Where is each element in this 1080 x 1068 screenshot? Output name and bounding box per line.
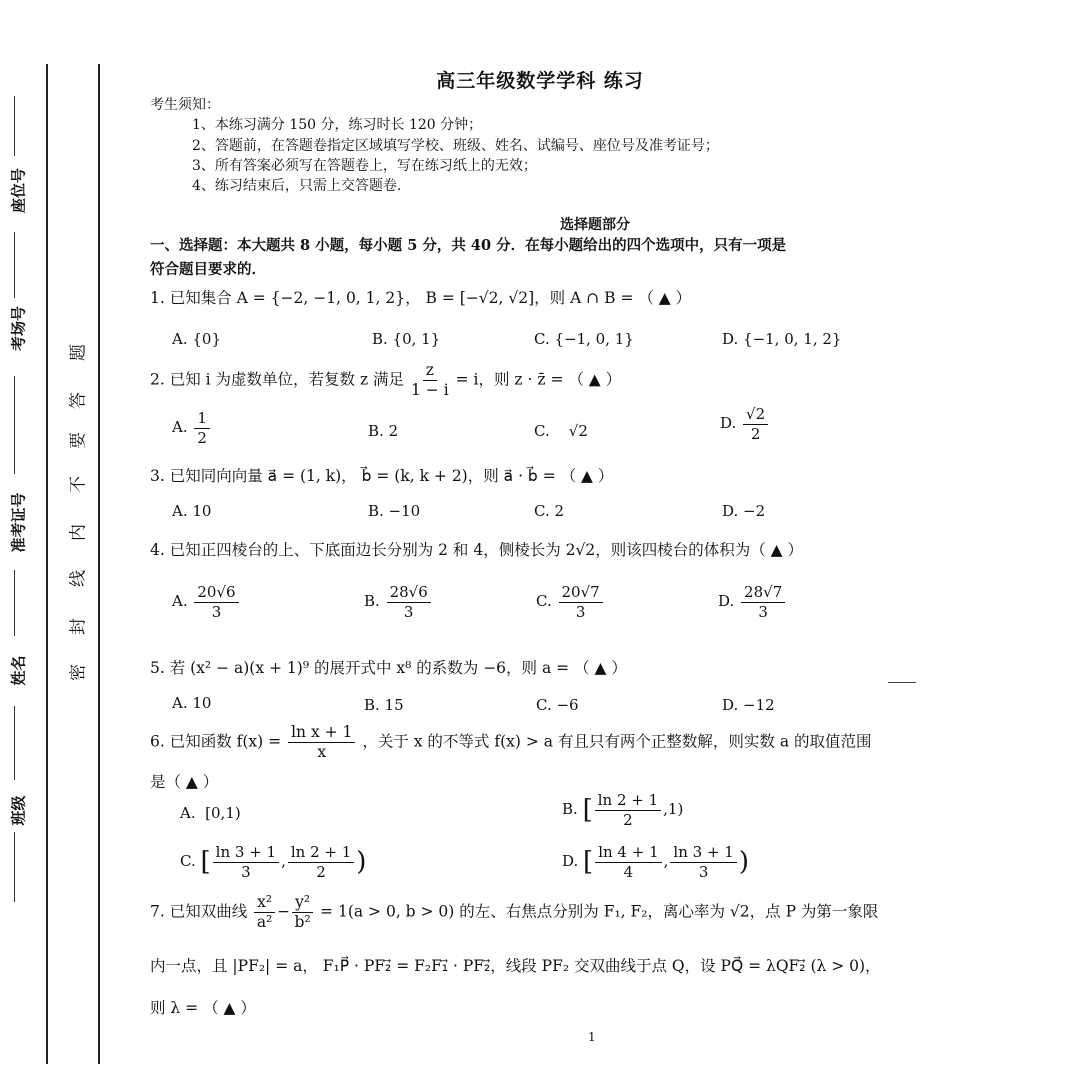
question-2-fraction: $\frac{z}{1 - i}$ — [411, 361, 449, 400]
question-3: 3. 已知同向向量 a⃗ = (1, k)， b⃗ = (k, k + 2)，则 a⃗ · b⃗ = （ ▲ ） — [150, 467, 614, 485]
question-7-line-3: 则 λ = （ ▲ ） — [150, 999, 256, 1017]
seat-number-blank — [14, 96, 15, 156]
question-6-option-a: A. [0,1) — [180, 804, 241, 822]
question-2-option-b: B. 2 — [368, 422, 399, 440]
ticket-number-label: 准考证号 — [9, 492, 28, 553]
exam-room-blank — [14, 232, 15, 298]
question-6-fraction: $\frac{\text{ln x + 1}}{x}$ — [288, 724, 355, 761]
question-2 — [150, 362, 621, 399]
question-3-option-d: D. −2 — [722, 502, 766, 520]
question-6-option-b: B. [ $\frac{\ln 2 + 1}{2}$ ,1) — [562, 791, 684, 829]
name-label: 姓名 — [9, 655, 28, 686]
notice-heading: 考生须知： — [150, 97, 220, 113]
section-intro: 一、选择题：本大题共 8 小题，每小题 5 分，共 40 分．在每小题给出的四个选项中，只有一项是 — [150, 237, 787, 254]
seal-char: 线 — [68, 570, 89, 587]
seal-char: 题 — [68, 344, 89, 361]
question-6-cont: 是（ ▲ ） — [150, 773, 219, 791]
question-2-option-c: C. √2 — [534, 422, 588, 440]
question-5-option-a: A. 10 — [172, 694, 212, 712]
seat-number-label: 座位号 — [9, 168, 28, 214]
notice-item: 4、练习结束后，只需上交答题卷. — [192, 178, 402, 194]
question-4-option-b: B. $\frac{28√6}{3}$ — [364, 584, 433, 620]
exam-room-label: 考场号 — [9, 306, 28, 352]
question-5-option-d: D. −12 — [722, 696, 775, 714]
seal-char: 答 — [68, 392, 89, 409]
class-label: 班级 — [9, 795, 28, 826]
notice-item: 3、所有答案必须写在答题卷上，写在练习纸上的无效； — [192, 158, 537, 174]
question-2-option-a: A. $\frac{1}{2}$ — [172, 410, 212, 446]
exam-title: 高三年级数学学科 练习 — [436, 70, 644, 92]
question-1: 1. 已知集合 A = {−2, −1, 0, 1, 2}， B = [−√2, √2]，则 A ∩ B = （ ▲ ） — [150, 289, 692, 307]
question-4-option-d: D. $\frac{28√7}{3}$ — [718, 584, 787, 620]
question-3-option-c: C. 2 — [534, 502, 565, 520]
question-4-option-a: A. $\frac{20√6}{3}$ — [172, 584, 241, 620]
question-5-option-b: B. 15 — [364, 696, 404, 714]
question-4: 4. 已知正四棱台的上、下底面边长分别为 2 和 4，侧棱长为 2√2，则该四棱台的体积为（ ▲ ） — [150, 541, 804, 559]
notice-item: 2、答题前，在答题卷指定区域填写学校、班级、姓名、试编号、座位号及准考证号； — [192, 138, 719, 154]
question-2-text-b: = i，则 z · z̄ = （ ▲ ） — [455, 370, 622, 389]
notice-item: 1、本练习满分 150 分，练习时长 120 分钟； — [192, 117, 483, 133]
question-5-option-c: C. −6 — [536, 696, 579, 714]
question-1-option-c: C. {−1, 0, 1} — [534, 330, 634, 348]
question-1-option-d: D. {−1, 0, 1, 2} — [722, 330, 842, 348]
question-3-option-a: A. 10 — [172, 502, 212, 520]
stray-mark — [888, 682, 916, 683]
question-7-line-2: 内一点，且 |PF₂| = a， F₁P⃗ · PF₂⃗ = F₂F₁⃗ · PF₂⃗，线段 PF₂ 交双曲线于点 Q，设 PQ⃗ = λQF₂⃗ (λ > 0)， — [150, 957, 881, 975]
question-4-option-c: C. $\frac{20√7}{3}$ — [536, 584, 605, 620]
question-6-option-c: C. [ $\frac{\ln 3 + 1}{3}$ , $\frac{\ln 2 + 1}{2}$ ) — [180, 843, 367, 881]
seal-char: 要 — [68, 432, 89, 449]
seal-char: 不 — [68, 476, 89, 493]
question-3-option-b: B. −10 — [368, 502, 421, 520]
question-6: 6. 已知函数 f(x) = $\frac{\text{ln x + 1}}{x}$ ，关于 x 的不等式 f(x) > a 有且只有两个正整数解，则实数 a 的取值范围 — [150, 723, 872, 762]
question-7: 7. 已知双曲线 $\frac{\text{x²}}{\text{a²}}$ − $\frac{\text{y²}}{\text{b²}}$ = 1(a > 0, b > 0) 的左、右焦点分别为 F₁, F₂，离心率为 √2，点 P 为第一象限 — [150, 893, 879, 932]
seal-char: 内 — [68, 524, 89, 541]
section-title: 选择题部分 — [560, 217, 630, 233]
question-5: 5. 若 (x² − a)(x + 1)⁹ 的展开式中 x⁸ 的系数为 −6，则 a = （ ▲ ） — [150, 659, 627, 677]
section-intro-cont: 符合题目要求的． — [150, 261, 266, 278]
name-blank — [14, 570, 15, 636]
question-1-option-b: B. {0, 1} — [372, 330, 441, 348]
ticket-number-blank — [14, 376, 15, 474]
seal-char: 密 — [68, 664, 89, 681]
page-number: 1 — [588, 1030, 596, 1044]
question-6-option-d: D. [ $\frac{\ln 4 + 1}{4}$ , $\frac{\ln 3 + 1}{3}$ ) — [562, 843, 749, 881]
seal-char: 封 — [68, 618, 89, 635]
class-blank-lower — [14, 832, 15, 902]
class-blank — [14, 706, 15, 780]
question-2-option-d: D. $\frac{√2}{2}$ — [720, 406, 770, 442]
question-1-option-a: A. {0} — [172, 330, 221, 348]
question-2-text-a: 2. 已知 i 为虚数单位，若复数 z 满足 — [150, 370, 405, 389]
